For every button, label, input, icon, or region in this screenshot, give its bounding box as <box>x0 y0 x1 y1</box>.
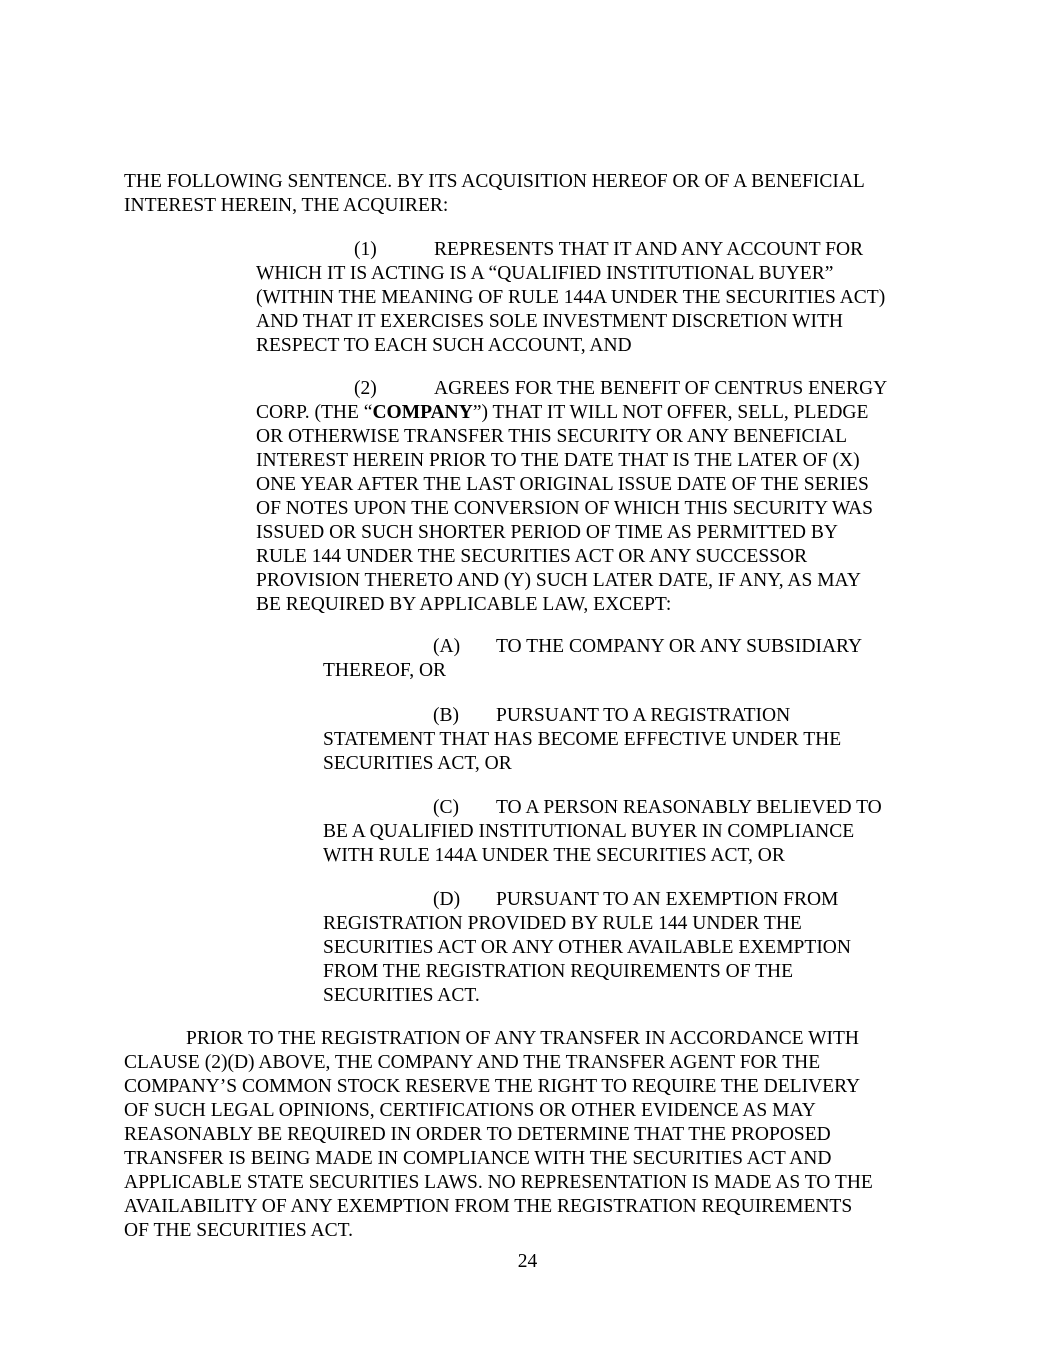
clause-c-tag: (C) <box>433 797 459 818</box>
clause-b-line: SECURITIES ACT, OR <box>323 753 512 774</box>
clause-2-line: RULE 144 UNDER THE SECURITIES ACT OR ANY SUCCESSOR <box>256 546 808 567</box>
clause-d-line: SECURITIES ACT OR ANY OTHER AVAILABLE EXEMPTION <box>323 937 851 958</box>
clause-b-paragraph <box>323 704 841 776</box>
clause-2-line: ISSUED OR SUCH SHORTER PERIOD OF TIME AS PERMITTED BY <box>256 522 838 543</box>
clause-1-line: AND THAT IT EXERCISES SOLE INVESTMENT DISCRETION WITH <box>256 311 843 332</box>
clause-2-line: PROVISION THERETO AND (Y) SUCH LATER DATE, IF ANY, AS MAY <box>256 570 861 591</box>
clause-2-text: CORP. (THE “ <box>256 402 373 423</box>
clause-a-paragraph <box>323 635 862 683</box>
clause-d-line: REGISTRATION PROVIDED BY RULE 144 UNDER THE <box>323 913 802 934</box>
intro-line: THE FOLLOWING SENTENCE. BY ITS ACQUISITION HEREOF OR OF A BENEFICIAL <box>124 171 865 192</box>
clause-c-line: WITH RULE 144A UNDER THE SECURITIES ACT, OR <box>323 845 785 866</box>
closing-line: OF SUCH LEGAL OPINIONS, CERTIFICATIONS OR OTHER EVIDENCE AS MAY <box>124 1100 816 1121</box>
clause-d-text: PURSUANT TO AN EXEMPTION FROM <box>496 889 839 910</box>
clause-a-text: TO THE COMPANY OR ANY SUBSIDIARY <box>496 636 863 657</box>
clause-2-line: OF NOTES UPON THE CONVERSION OF WHICH THIS SECURITY WAS <box>256 498 874 519</box>
clause-b-text: PURSUANT TO A REGISTRATION <box>496 705 791 726</box>
closing-line: TRANSFER IS BEING MADE IN COMPLIANCE WITH THE SECURITIES ACT AND <box>124 1148 832 1169</box>
clause-d-tag: (D) <box>433 889 461 910</box>
closing-paragraph <box>124 1027 873 1243</box>
defined-term-company: COMPANY <box>372 402 473 423</box>
clause-a-first-line <box>323 635 862 659</box>
clause-1-line: WHICH IT IS ACTING IS A “QUALIFIED INSTITUTIONAL BUYER” <box>256 263 834 284</box>
closing-line: COMPANY’S COMMON STOCK RESERVE THE RIGHT TO REQUIRE THE DELIVERY <box>124 1076 861 1097</box>
clause-d-line: SECURITIES ACT. <box>323 985 480 1006</box>
clause-b-tag: (B) <box>433 705 459 726</box>
clause-d-paragraph <box>323 888 851 1008</box>
clause-a-tag: (A) <box>433 636 461 657</box>
clause-1-line: (WITHIN THE MEANING OF RULE 144A UNDER THE SECURITIES ACT) <box>256 287 886 308</box>
clause-2-paragraph <box>256 377 887 617</box>
clause-c-text: TO A PERSON REASONABLY BELIEVED TO <box>496 797 882 818</box>
intro-paragraph <box>124 170 865 218</box>
clause-2-line: INTEREST HEREIN PRIOR TO THE DATE THAT IS THE LATER OF (X) <box>256 450 860 471</box>
clause-1-text: REPRESENTS THAT IT AND ANY ACCOUNT FOR <box>434 239 864 260</box>
clause-b-line: STATEMENT THAT HAS BECOME EFFECTIVE UNDER THE <box>323 729 842 750</box>
clause-2-first-line <box>256 377 887 401</box>
closing-line: PRIOR TO THE REGISTRATION OF ANY TRANSFER IN ACCORDANCE WITH <box>186 1028 859 1049</box>
intro-line: INTEREST HEREIN, THE ACQUIRER: <box>124 195 449 216</box>
closing-line: OF THE SECURITIES ACT. <box>124 1220 353 1241</box>
closing-line: REASONABLY BE REQUIRED IN ORDER TO DETERMINE THAT THE PROPOSED <box>124 1124 831 1145</box>
clause-b-first-line <box>323 704 841 728</box>
clause-2-line <box>256 401 887 425</box>
clause-1-paragraph <box>256 238 885 358</box>
page-number: 24 <box>517 1251 538 1272</box>
clause-c-first-line <box>323 796 882 820</box>
closing-line: CLAUSE (2)(D) ABOVE, THE COMPANY AND THE TRANSFER AGENT FOR THE <box>124 1052 821 1073</box>
clause-d-first-line <box>323 888 851 912</box>
clause-2-line: ONE YEAR AFTER THE LAST ORIGINAL ISSUE DATE OF THE SERIES <box>256 474 869 495</box>
clause-d-line: FROM THE REGISTRATION REQUIREMENTS OF THE <box>323 961 794 982</box>
clause-2-line: BE REQUIRED BY APPLICABLE LAW, EXCEPT: <box>256 594 672 615</box>
closing-line: AVAILABILITY OF ANY EXEMPTION FROM THE REGISTRATION REQUIREMENTS <box>124 1196 853 1217</box>
clause-1-first-line <box>256 238 885 262</box>
clause-c-paragraph <box>323 796 882 868</box>
clause-2-text: AGREES FOR THE BENEFIT OF CENTRUS ENERGY <box>434 378 888 399</box>
clause-1-tag: (1) <box>354 239 377 260</box>
clause-2-line: OR OTHERWISE TRANSFER THIS SECURITY OR ANY BENEFICIAL <box>256 426 847 447</box>
clause-c-line: BE A QUALIFIED INSTITUTIONAL BUYER IN COMPLIANCE <box>323 821 855 842</box>
closing-line: APPLICABLE STATE SECURITIES LAWS. NO REPRESENTATION IS MADE AS TO THE <box>124 1172 873 1193</box>
clause-a-line: THEREOF, OR <box>323 660 447 681</box>
clause-2-text: ”) THAT IT WILL NOT OFFER, SELL, PLEDGE <box>472 402 869 423</box>
clause-1-line: RESPECT TO EACH SUCH ACCOUNT, AND <box>256 335 632 356</box>
clause-2-tag: (2) <box>354 378 377 399</box>
